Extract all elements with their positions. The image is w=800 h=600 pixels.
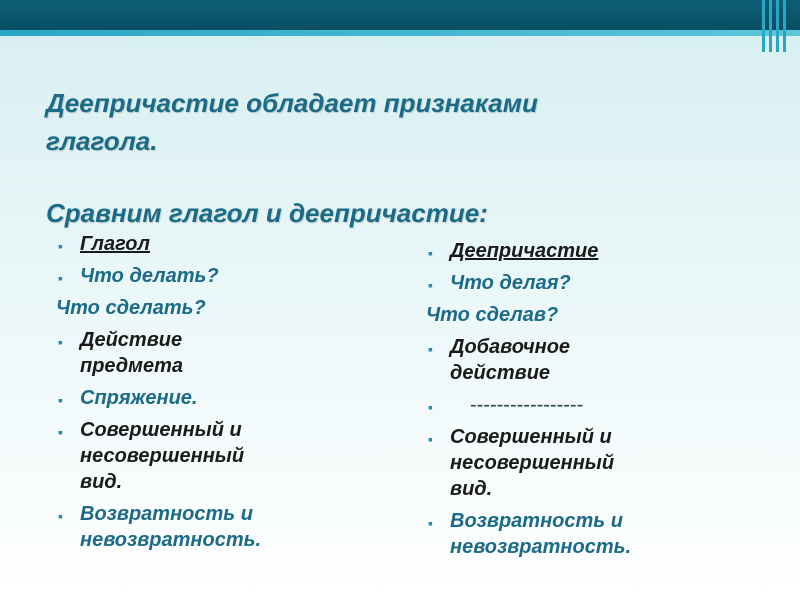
bullet-icon: ▪: [58, 508, 63, 524]
participle-question-1: Что делая?: [450, 272, 571, 294]
bullet-icon: ▪: [428, 341, 433, 357]
participle-question-2: Что сделав?: [426, 304, 559, 326]
bullet-icon: ▪: [58, 238, 63, 254]
participle-question-2-item: [426, 302, 766, 328]
slide-title: [46, 84, 766, 232]
verb-column: [56, 231, 376, 559]
bullet-icon: ▪: [58, 270, 63, 286]
verb-action-line-2: предмета: [80, 355, 183, 377]
verb-header-item: [56, 231, 376, 257]
participle-aspect-line-1: Совершенный и: [450, 426, 612, 448]
participle-reflexive-item: [426, 508, 766, 560]
title-line-2: глагола.: [46, 126, 158, 156]
participle-aspect-line-3: вид.: [450, 478, 493, 500]
participle-header: Деепричастие: [450, 240, 599, 262]
verb-aspect-line-1: Совершенный и: [80, 419, 242, 441]
participle-question-1-item: [426, 270, 766, 296]
bullet-icon: ▪: [428, 277, 433, 293]
verb-question-1-item: [56, 263, 376, 289]
bullet-icon: ▪: [428, 245, 433, 261]
bullet-icon: ▪: [428, 431, 433, 447]
participle-aspect-item: [426, 424, 766, 502]
verb-header: Глагол: [80, 233, 150, 255]
verb-reflexive-line-2: невозвратность.: [80, 529, 262, 551]
verb-question-2: Что сделать?: [56, 297, 206, 319]
verb-aspect-item: [56, 417, 376, 495]
participle-conjugation-item: [426, 392, 766, 418]
participle-action-line-2: действие: [450, 362, 551, 384]
bullet-icon: ▪: [58, 334, 63, 350]
verb-reflexive-item: [56, 501, 376, 553]
verb-conjugation-item: [56, 385, 376, 411]
participle-action-item: [426, 334, 766, 386]
participle-action-line-1: Добавочное: [450, 336, 571, 358]
top-bar: [0, 0, 800, 30]
verb-aspect-line-2: несовершенный: [80, 445, 245, 467]
participle-aspect-line-2: несовершенный: [450, 452, 615, 474]
verb-conjugation: Спряжение.: [80, 387, 198, 409]
bullet-icon: ▪: [428, 399, 433, 415]
participle-conjugation-dashes: -----------------: [470, 394, 584, 416]
title-line-3: Сравним глагол и деепричастие:: [46, 198, 488, 228]
verb-aspect-line-3: вид.: [80, 471, 123, 493]
verb-reflexive-line-1: Возвратность и: [80, 503, 253, 525]
bullet-icon: ▪: [428, 515, 433, 531]
bullet-icon: ▪: [58, 392, 63, 408]
corner-decoration: [758, 0, 792, 52]
participle-column: [426, 238, 766, 566]
verb-action-line-1: Действие: [80, 329, 183, 351]
verb-question-2-item: [56, 295, 376, 321]
top-accent-line: [0, 30, 800, 36]
bullet-icon: ▪: [58, 424, 63, 440]
verb-action-item: [56, 327, 376, 379]
participle-reflexive-line-1: Возвратность и: [450, 510, 623, 532]
participle-reflexive-line-2: невозвратность.: [450, 536, 632, 558]
participle-header-item: [426, 238, 766, 264]
title-line-1: Деепричастие обладает признаками: [46, 88, 538, 118]
verb-question-1: Что делать?: [80, 265, 219, 287]
